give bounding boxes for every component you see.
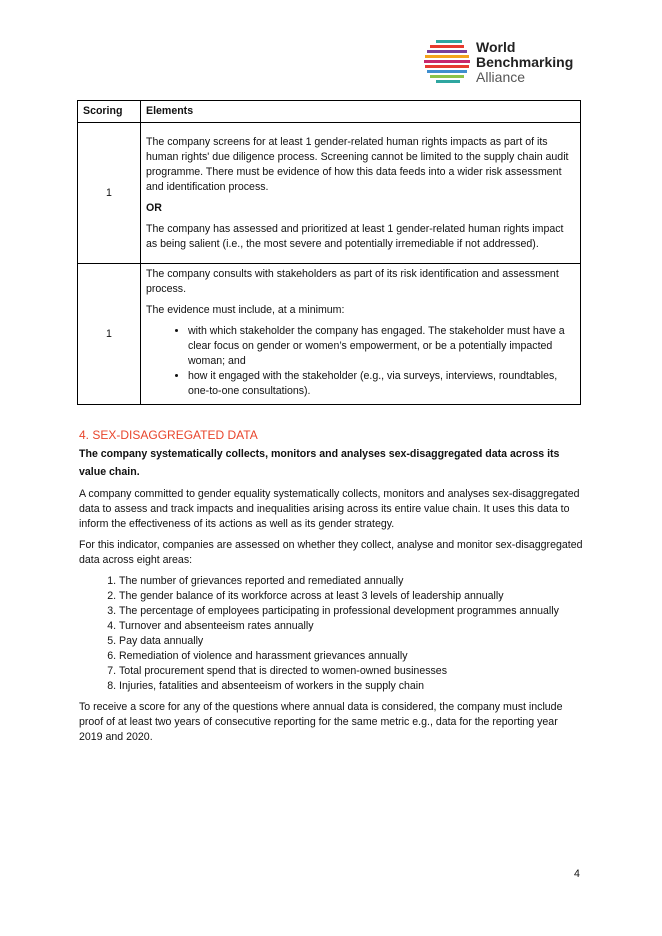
page-number: 4 <box>574 868 580 880</box>
list-item: 6. Remediation of violence and harassment grievances annually <box>119 649 584 664</box>
table-header-row <box>78 101 581 123</box>
logo-text-world: World <box>476 39 516 55</box>
areas-list <box>79 574 584 694</box>
header-scoring: Scoring <box>78 101 141 123</box>
list-item: 2. The gender balance of its workforce across at least 3 levels of leadership annually <box>119 589 584 604</box>
section-body <box>79 445 584 751</box>
section-heading: 4. SEX-DISAGGREGATED DATA <box>79 428 258 442</box>
scoring-table <box>77 100 581 405</box>
list-item: 3. The percentage of employees participating in professional development programmes annually <box>119 604 584 619</box>
bullet-item: • with which stakeholder the company has engaged. The stakeholder must have a clear focus on gender or women’s empowerment, or be a potentially impacted woman; and <box>188 324 575 369</box>
elements-cell <box>141 264 581 405</box>
logo-text-alliance: Alliance <box>476 69 526 85</box>
bullet-item: • how it engaged with the stakeholder (e.g., via surveys, interviews, roundtables, one-to-one consultations). <box>188 369 575 399</box>
table-row <box>78 264 581 405</box>
logo-text-benchmarking: Benchmarking <box>476 54 574 70</box>
element-text: The company screens for at least 1 gender-related human rights impacts as part of its human rights' due diligence process. Screening cannot be limited to the supply chain audit programme. There must be evidence of how this data feeds into a wider risk assessment and identification process. <box>146 135 569 193</box>
element-text: The company consults with stakeholders as part of its risk identification and assessment process. <box>146 268 559 295</box>
table-row <box>78 123 581 264</box>
list-item: 1. The number of grievances reported and remediated annually <box>119 574 584 589</box>
element-text: The company has assessed and prioritized at least 1 gender-related human rights impact as being salient (i.e., the most severe and potentially irremediable if not addressed). <box>146 222 564 250</box>
logo-globe-icon <box>424 38 474 88</box>
elements-cell <box>141 123 581 264</box>
list-item: 4. Turnover and absenteeism rates annually <box>119 619 584 634</box>
world-benchmarking-alliance-logo <box>424 38 589 88</box>
section-lead: The company systematically collects, monitors and analyses sex-disaggregated data across its value chain. <box>79 448 560 478</box>
element-text: The evidence must include, at a minimum: <box>146 304 345 316</box>
list-item: 8. Injuries, fatalities and absenteeism of workers in the supply chain <box>119 679 584 694</box>
list-item: 5. Pay data annually <box>119 634 584 649</box>
paragraph: For this indicator, companies are assessed on whether they collect, analyse and monitor sex-disaggregated data across eight areas: <box>79 539 583 566</box>
or-label: OR <box>146 201 162 214</box>
paragraph: A company committed to gender equality systematically collects, monitors and analyses sex-disaggregated data to assess and track impacts and inequalities arising across its entire value chain. It uses this data to inform the effectiveness of its actions as well as its gender strategy. <box>79 488 580 530</box>
list-item: 7. Total procurement spend that is directed to women-owned businesses <box>119 664 584 679</box>
header-elements: Elements <box>141 101 581 123</box>
score-cell: 1 <box>78 264 141 405</box>
score-cell: 1 <box>78 123 141 264</box>
paragraph: To receive a score for any of the questions where annual data is considered, the company must include proof of at least two years of consecutive reporting for the same metric e.g., data for the reporting year 2019 and 2020. <box>79 701 563 743</box>
